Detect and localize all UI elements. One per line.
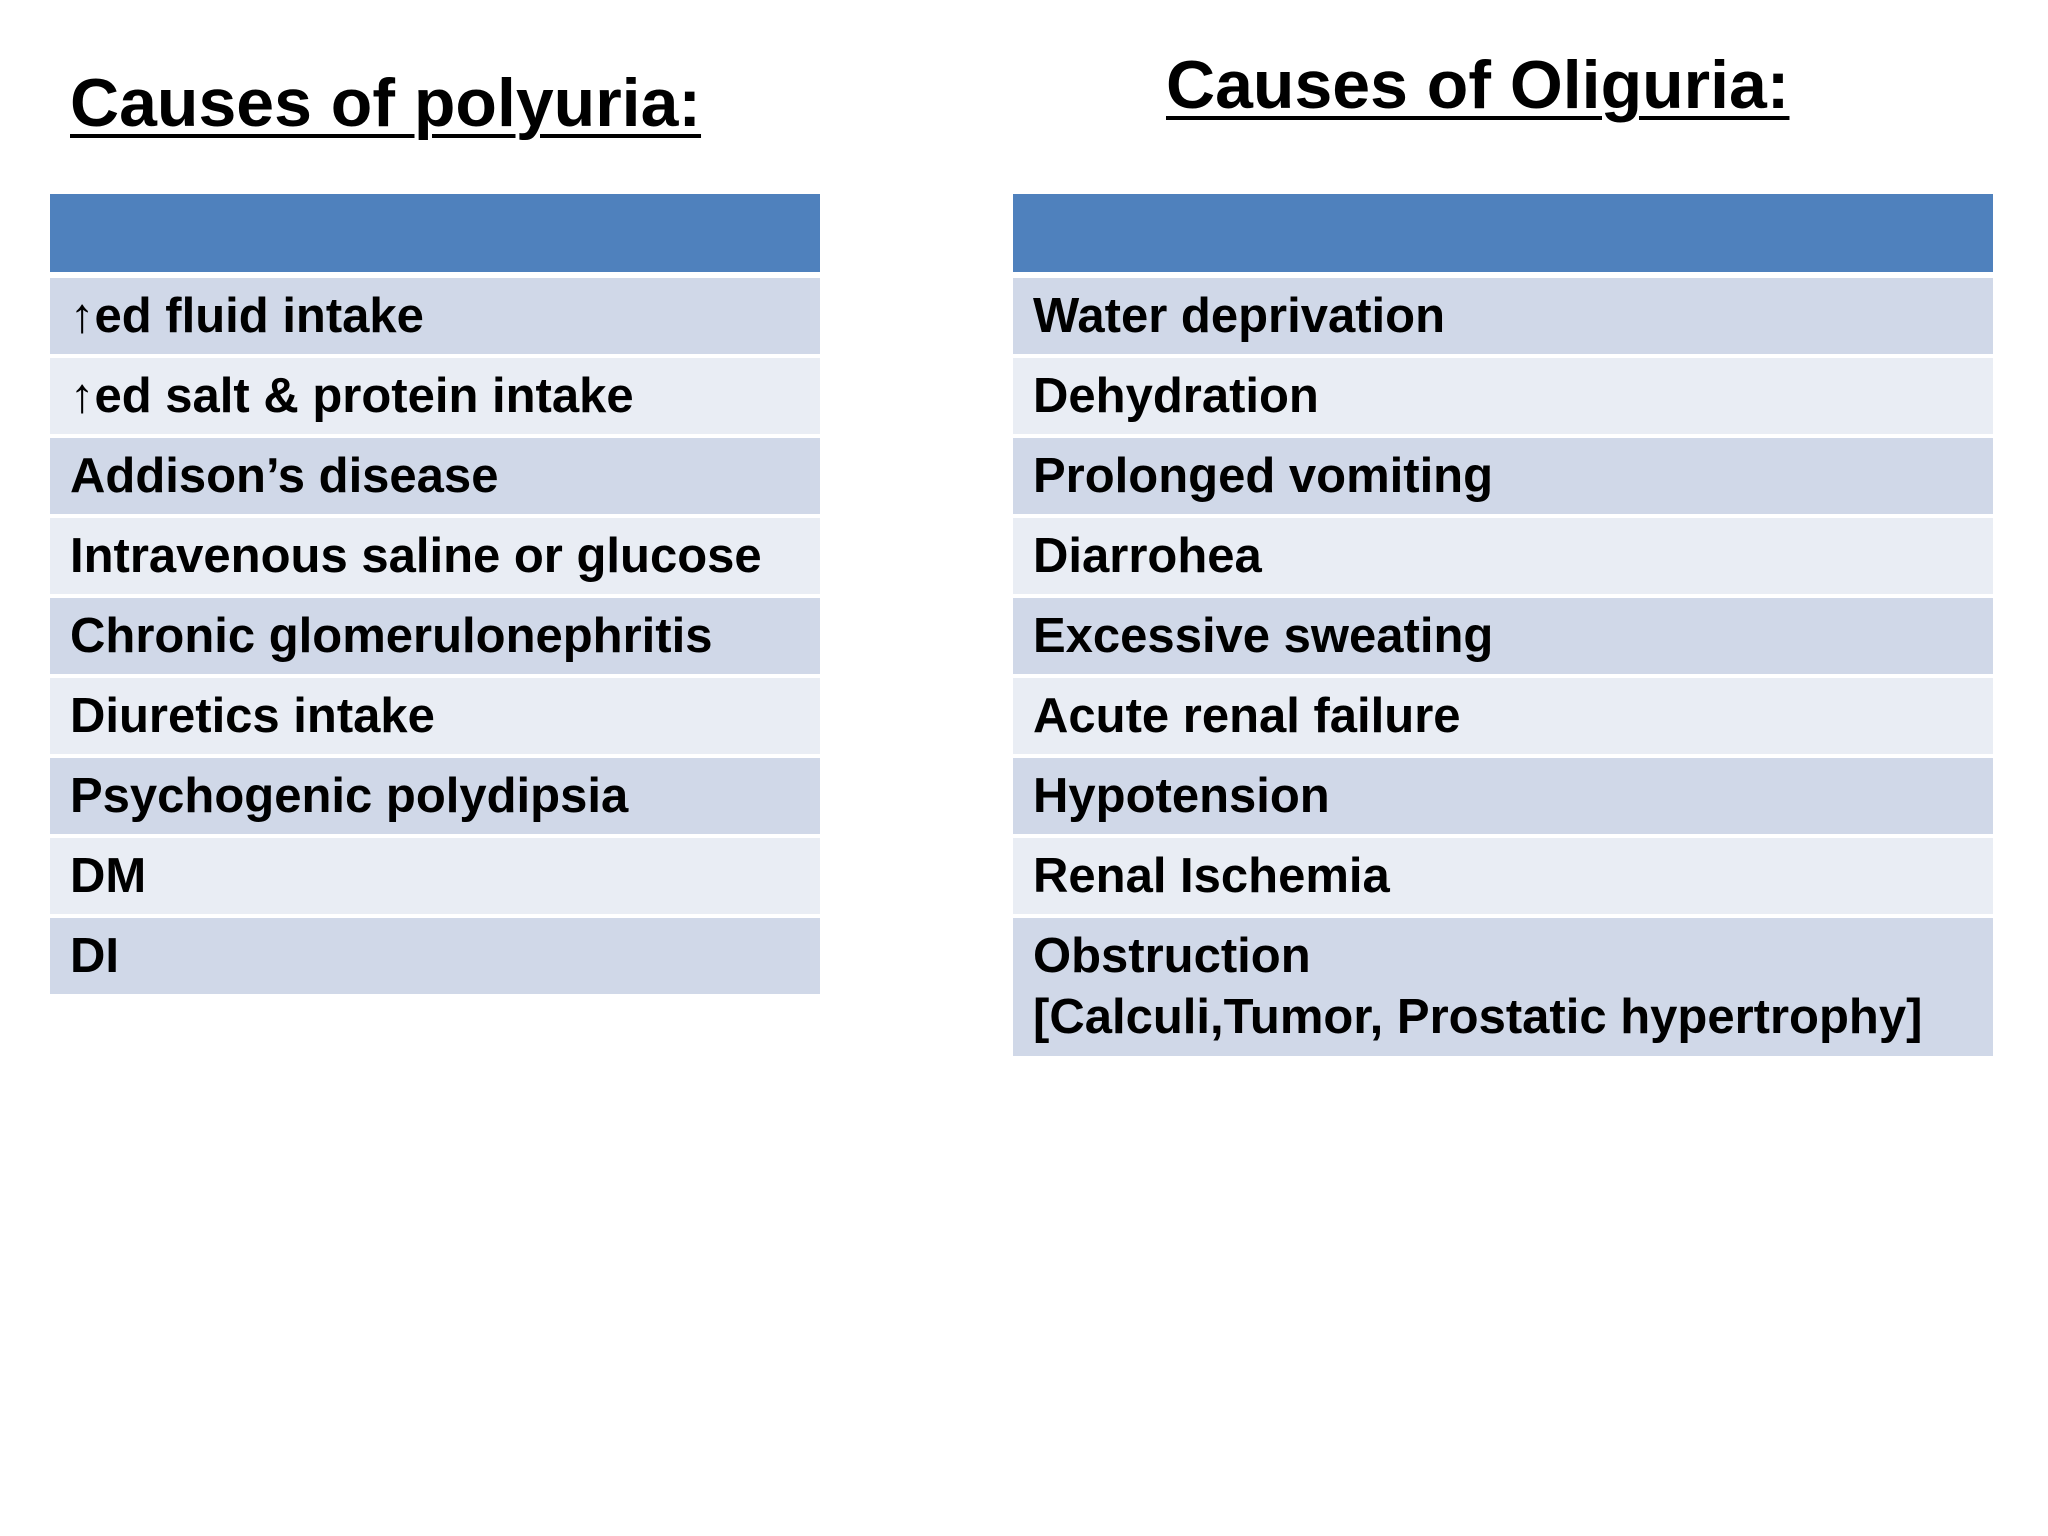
oliguria-cause-renal-ischemia: Renal Ischemia [1013, 838, 1993, 918]
polyuria-cause-salt-protein-intake: ↑ed salt & protein intake [50, 358, 820, 438]
table-row [50, 518, 820, 598]
polyuria-cause-di: DI [50, 918, 820, 998]
polyuria-title: Causes of polyuria: [70, 65, 702, 141]
table-row [50, 838, 820, 918]
oliguria-cause-diarrohea: Diarrohea [1013, 518, 1993, 598]
table-row [50, 438, 820, 518]
obstruction-detail: [Calculi,Tumor, Prostatic hypertrophy] [1033, 990, 1923, 1044]
oliguria-cause-hypotension: Hypotension [1013, 758, 1993, 838]
polyuria-table [50, 194, 820, 998]
table-row [1013, 278, 1993, 358]
polyuria-table-header [50, 194, 820, 278]
table-row [50, 598, 820, 678]
table-row [1013, 518, 1993, 598]
oliguria-table-header [1013, 194, 1993, 278]
oliguria-cause-obstruction [1013, 918, 1993, 1060]
oliguria-cause-acute-renal-failure: Acute renal failure [1013, 678, 1993, 758]
oliguria-cause-prolonged-vomiting: Prolonged vomiting [1013, 438, 1993, 518]
table-row [50, 678, 820, 758]
table-row [1013, 918, 1993, 1060]
table-row [1013, 438, 1993, 518]
oliguria-title: Causes of Oliguria: [1166, 47, 1790, 123]
polyuria-cause-psychogenic-polydipsia: Psychogenic polydipsia [50, 758, 820, 838]
oliguria-table-header-row [1013, 194, 1993, 278]
table-row [1013, 358, 1993, 438]
polyuria-cause-addisons-disease: Addison’s disease [50, 438, 820, 518]
polyuria-cause-intravenous-saline: Intravenous saline or glucose [50, 518, 820, 598]
polyuria-cause-fluid-intake: ↑ed fluid intake [50, 278, 820, 358]
oliguria-cause-excessive-sweating: Excessive sweating [1013, 598, 1993, 678]
oliguria-table [1013, 194, 1993, 1060]
table-row [1013, 758, 1993, 838]
table-row [1013, 838, 1993, 918]
table-row [50, 758, 820, 838]
obstruction-label: Obstruction [1033, 929, 1311, 983]
polyuria-cause-chronic-glomerulonephritis: Chronic glomerulonephritis [50, 598, 820, 678]
polyuria-cause-dm: DM [50, 838, 820, 918]
oliguria-cause-dehydration: Dehydration [1013, 358, 1993, 438]
polyuria-table-header-row [50, 194, 820, 278]
table-row [50, 278, 820, 358]
table-row [50, 918, 820, 998]
oliguria-cause-water-deprivation: Water deprivation [1013, 278, 1993, 358]
polyuria-cause-diuretics-intake: Diuretics intake [50, 678, 820, 758]
table-row [1013, 678, 1993, 758]
table-row [1013, 598, 1993, 678]
table-row [50, 358, 820, 438]
